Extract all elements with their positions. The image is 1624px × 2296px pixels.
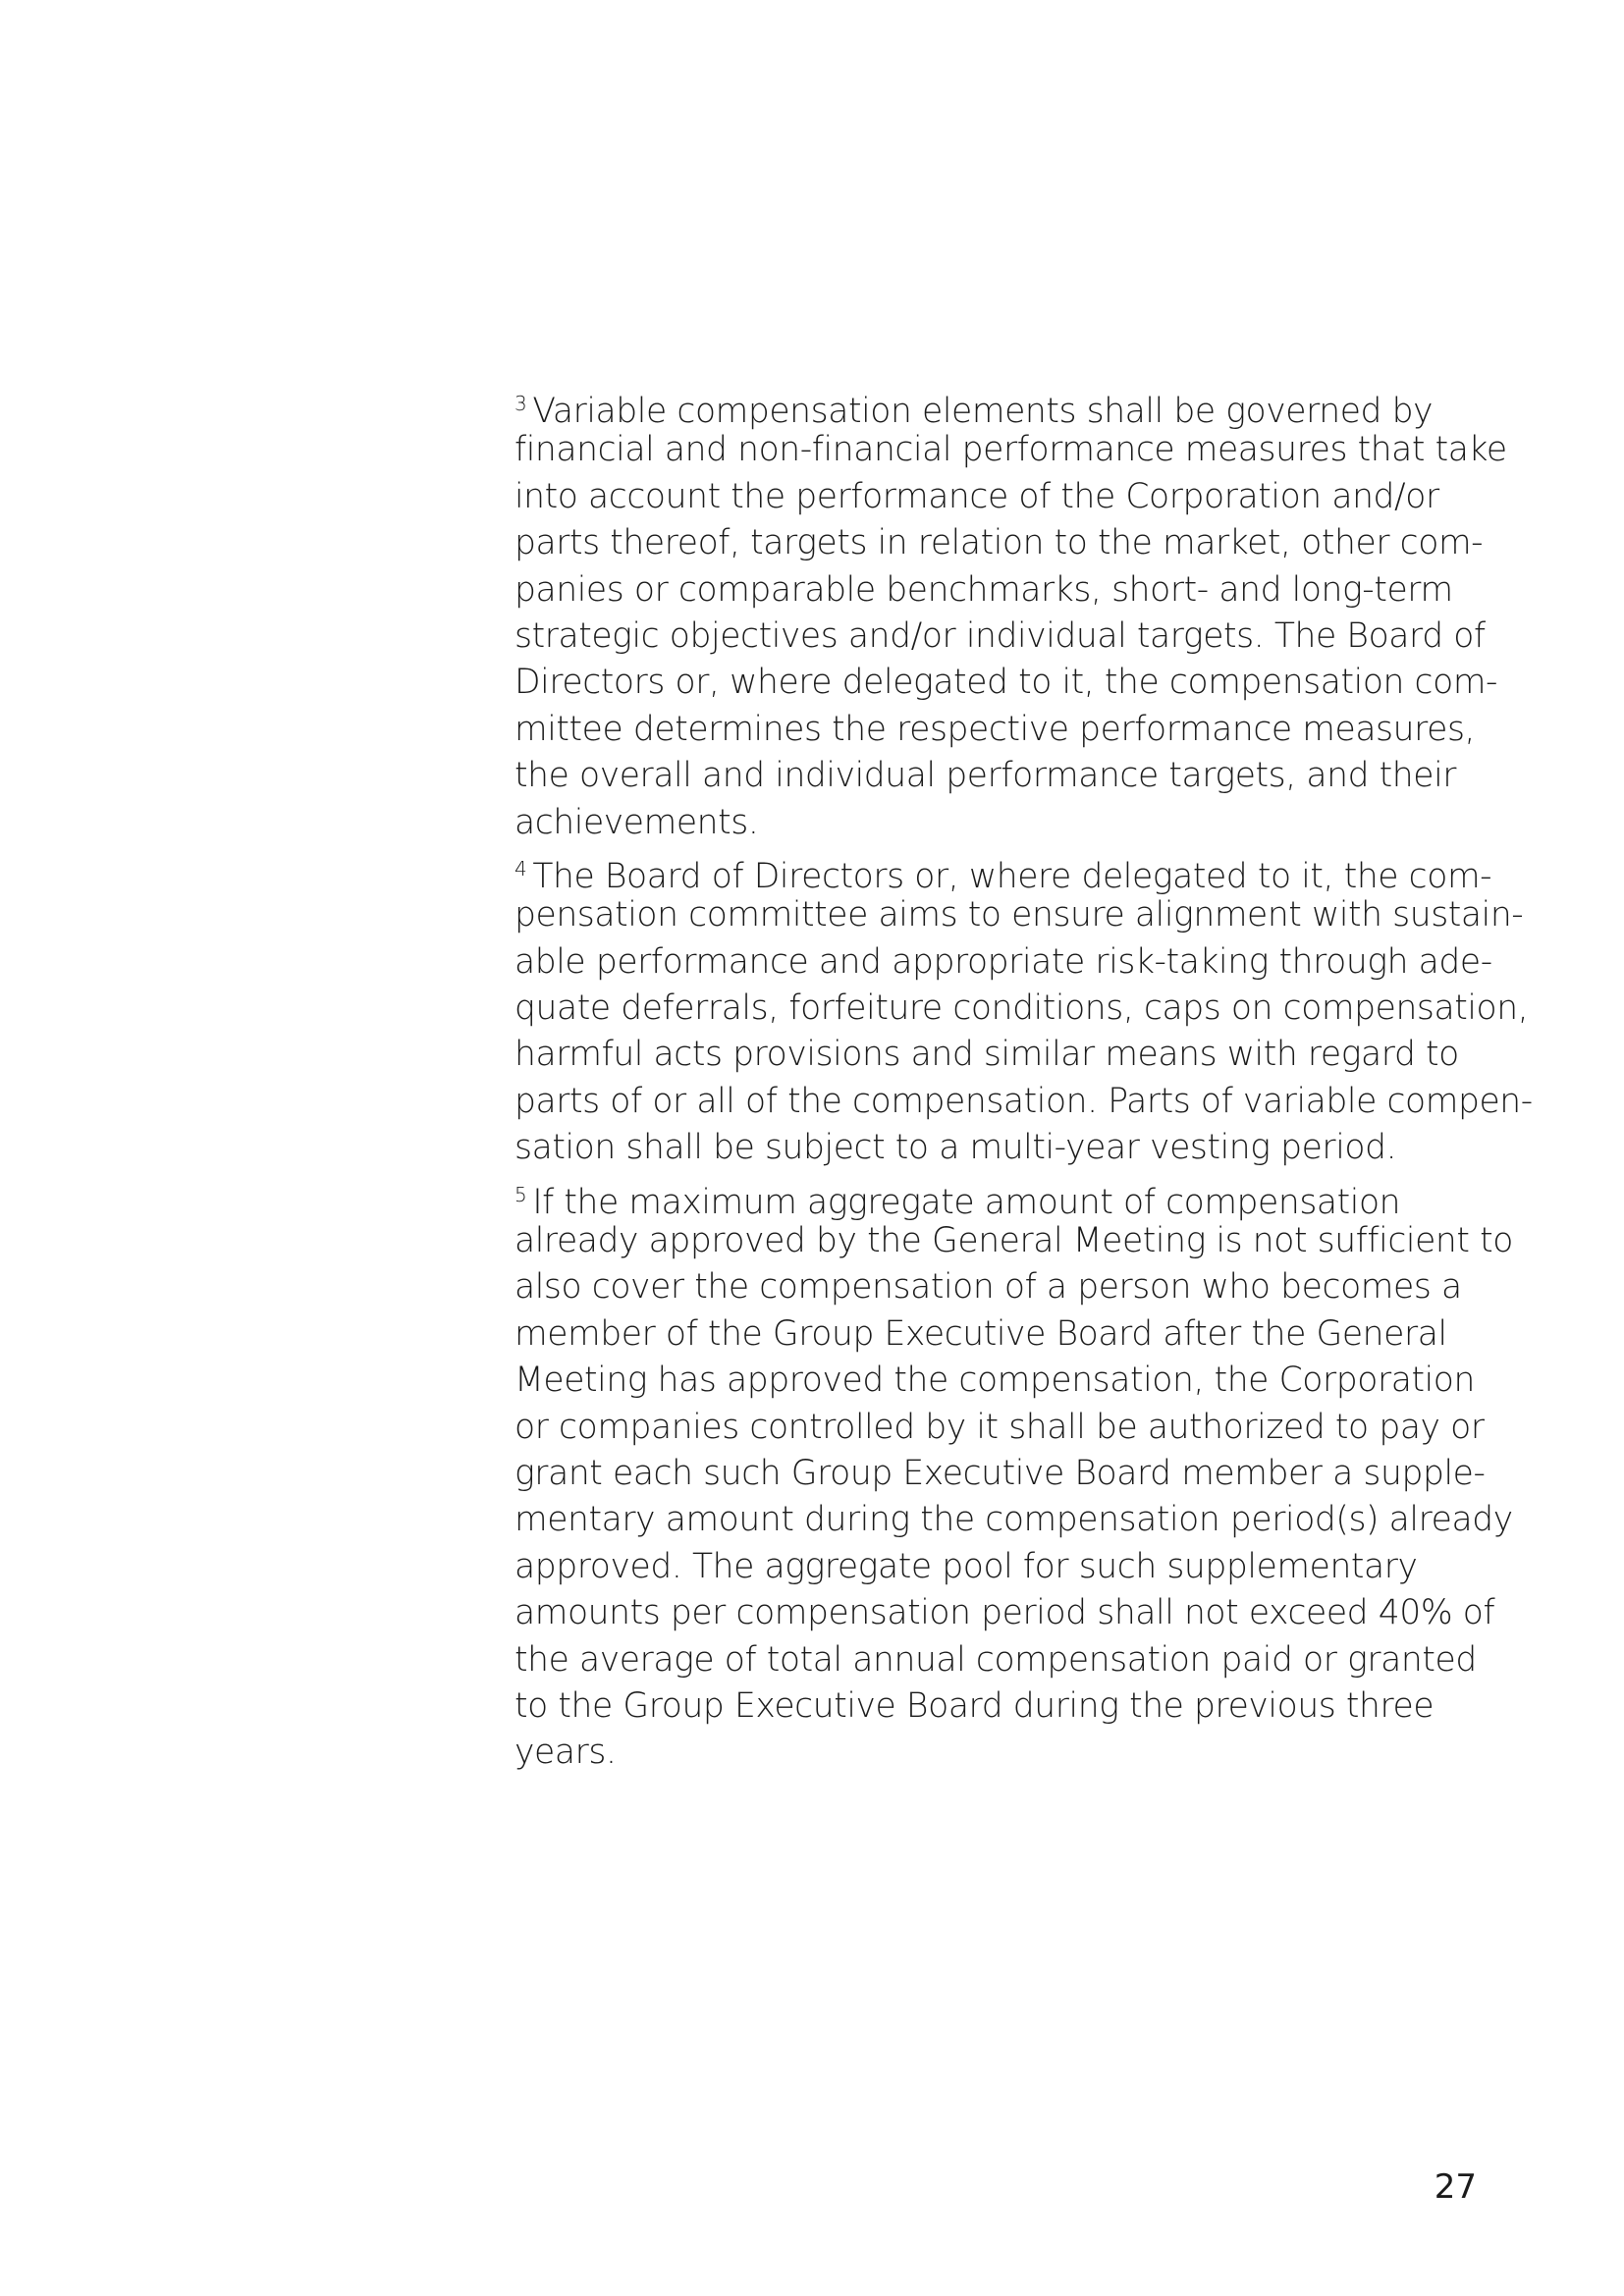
paragraph-5-line: already approved by the General Meeting is not sufficient to [514, 1221, 1513, 1261]
paragraph-4-line: $^4$ The Board of Directors or, where delegated to it, the com- [514, 856, 1492, 896]
paragraph-3-number: 3 [514, 392, 527, 415]
paragraph-5-line: member of the Group Executive Board after the General [514, 1313, 1447, 1354]
paragraph-4-line: sation shall be subject to a multi-year vesting period. [514, 1128, 1397, 1168]
paragraph-3-line: Directors or, where delegated to it, the compensation com- [514, 663, 1498, 703]
paragraph-5-line: years. [514, 1733, 617, 1773]
page-number: 27 [1434, 2167, 1477, 2207]
paragraph-5-number: 5 [514, 1182, 527, 1206]
paragraph-5-line: also cover the compensation of a person who becomes a [514, 1267, 1462, 1308]
paragraph-5-line: the average of total annual compensation paid or granted [514, 1639, 1477, 1680]
paragraph-5-line: approved. The aggregate pool for such supplementary [514, 1546, 1418, 1586]
paragraph-4-number: 4 [514, 856, 527, 881]
paragraph-4-line: quate deferrals, forfeiture conditions, caps on compensation, [514, 988, 1529, 1029]
paragraph-4-line: pensation committee aims to ensure alignment with sustain- [514, 895, 1524, 935]
paragraph-5-line: grant each such Group Executive Board member a supple- [514, 1453, 1486, 1493]
paragraph-5-line: Meeting has approved the compensation, the Corporation [514, 1361, 1475, 1401]
paragraph-4-line: parts of or all of the compensation. Parts of variable compen- [514, 1081, 1533, 1121]
paragraph-3-line: $^3$ Variable compensation elements shall be governed by [514, 392, 1434, 431]
paragraph-3-line: parts thereof, targets in relation to the market, other com- [514, 523, 1484, 563]
paragraph-5-line: $^5$ If the maximum aggregate amount of compensation [514, 1182, 1401, 1222]
paragraph-3-line: achievements. [514, 802, 759, 842]
paragraph-3-line: mittee determines the respective performance measures, [514, 709, 1476, 749]
paragraph-3-line: strategic objectives and/or individual targets. The Board of [514, 615, 1486, 656]
paragraph-3-line: the overall and individual performance targets, and their [514, 756, 1457, 796]
paragraph-5-line: to the Group Executive Board during the previous three [514, 1685, 1435, 1726]
paragraph-4-line: able performance and appropriate risk-taking through ade- [514, 941, 1492, 982]
paragraph-3-line: financial and non-financial performance measures that take [514, 430, 1507, 470]
paragraph-4-line: harmful acts provisions and similar means with regard to [514, 1035, 1459, 1075]
paragraph-3-line: panies or comparable benchmarks, short- and long-term [514, 569, 1453, 610]
body-text [514, 381, 1533, 1777]
paragraph-3-line: into account the performance of the Corporation and/or [514, 476, 1439, 516]
paragraph-5-line: mentary amount during the compensation period(s) already [514, 1500, 1513, 1540]
paragraph-5-line: amounts per compensation period shall not exceed 40% of [514, 1593, 1495, 1633]
paragraph-5-line: or companies controlled by it shall be authorized to pay or [514, 1407, 1485, 1447]
